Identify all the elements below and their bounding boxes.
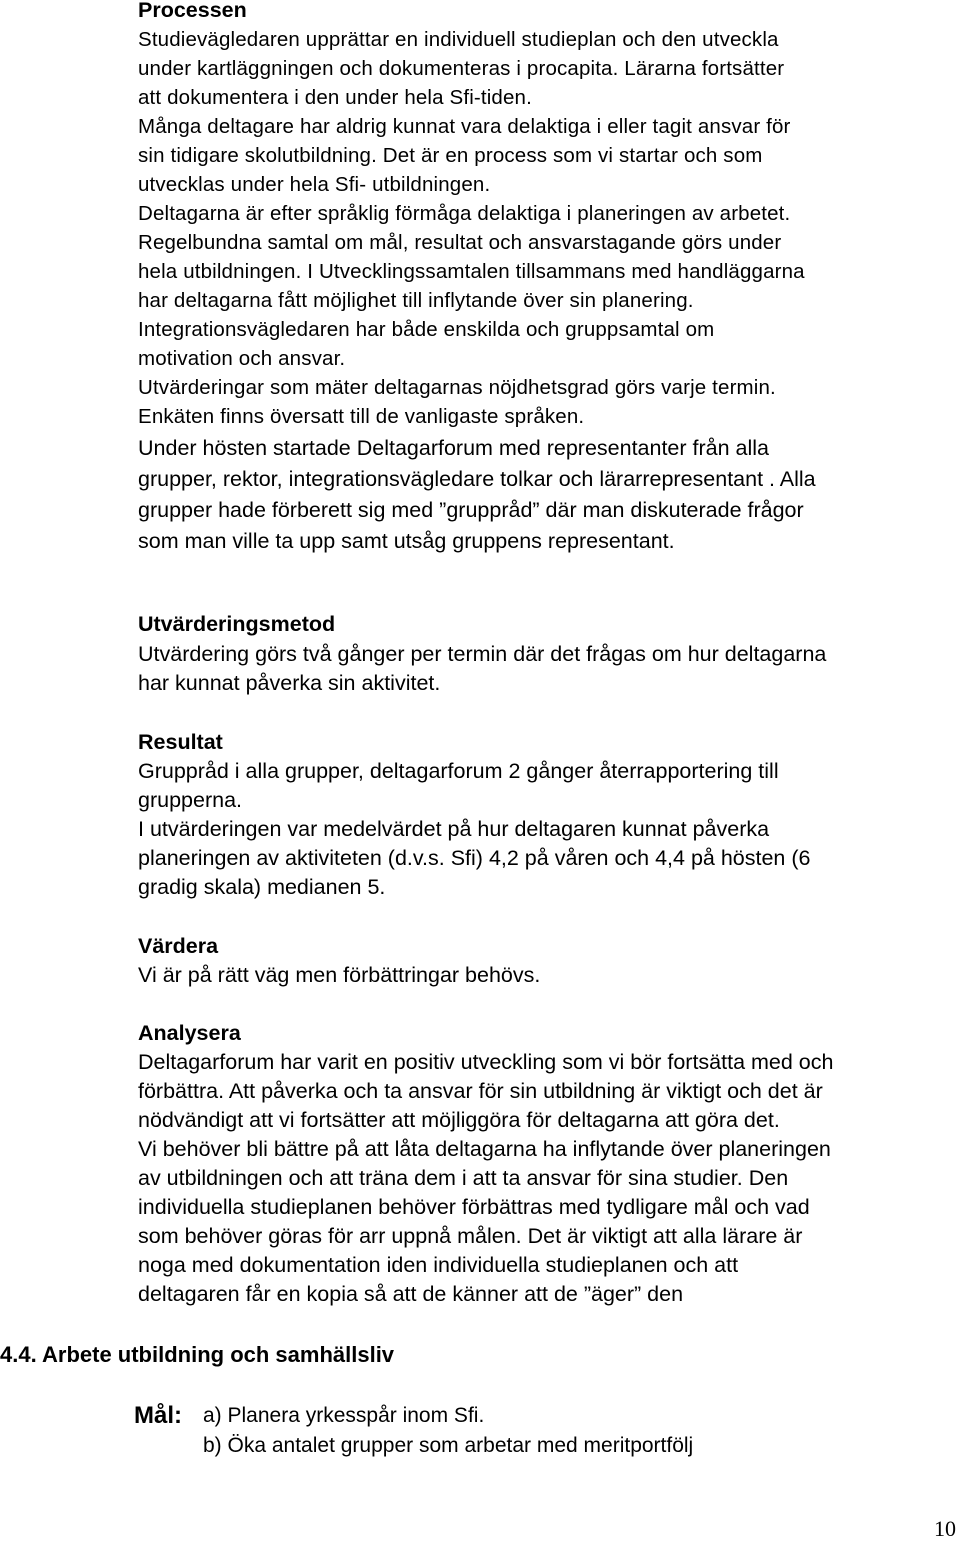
paragraph-line: som man ville ta upp samt utsåg gruppens representant.: [138, 529, 675, 553]
paragraph-line: Studievägledaren upprättar en individuell studieplan och den utveckla: [138, 28, 779, 51]
paragraph-line: av utbildningen och att träna dem i att ta ansvar för sina studier. Den: [138, 1166, 789, 1190]
paragraph-line: förbättra. Att påverka och ta ansvar för sin utbildning är viktigt och det är: [138, 1079, 823, 1103]
section-heading-4-4: 4.4. Arbete utbildning och samhällsliv: [0, 1342, 395, 1367]
paragraph-line: Många deltagare har aldrig kunnat vara delaktiga i eller tagit ansvar för: [138, 115, 791, 138]
section-heading-utvarderingsmetod: Utvärderingsmetod: [138, 612, 336, 636]
paragraph-line: Vi är på rätt väg men förbättringar behövs.: [138, 963, 541, 987]
goal-item: a) Planera yrkesspår inom Sfi.: [203, 1404, 485, 1427]
paragraph-line: I utvärderingen var medelvärdet på hur deltagaren kunnat påverka: [138, 817, 770, 841]
paragraph-line: har kunnat påverka sin aktivitet.: [138, 671, 441, 695]
paragraph-line: Vi behöver bli bättre på att låta deltagarna ha inflytande över planeringen: [138, 1137, 831, 1161]
paragraph-line: motivation och ansvar.: [138, 347, 346, 370]
paragraph-line: utvecklas under hela Sfi- utbildningen.: [138, 173, 491, 196]
paragraph-line: grupper hade förberett sig med ”gruppråd” där man diskuterade frågor: [138, 498, 804, 522]
paragraph-line: grupperna.: [138, 788, 242, 812]
section-heading-processen: Processen: [138, 0, 247, 22]
paragraph-line: Enkäten finns översatt till de vanligaste språken.: [138, 405, 585, 428]
paragraph-line: under kartläggningen och dokumenteras i procapita. Lärarna fortsätter: [138, 57, 785, 80]
paragraph-line: har deltagarna fått möjlighet till inflytande över sin planering.: [138, 289, 694, 312]
paragraph-line: Gruppråd i alla grupper, deltagarforum 2 gånger återrapportering till: [138, 759, 779, 783]
section-heading-vardera: Värdera: [138, 934, 219, 958]
paragraph-line: individuella studieplanen behöver förbättras med tydligare mål och vad: [138, 1195, 810, 1219]
paragraph-line: deltagaren får en kopia så att de känner att de ”äger” den: [138, 1282, 684, 1306]
paragraph-line: Utvärderingar som mäter deltagarnas nöjdhetsgrad görs varje termin.: [138, 376, 776, 399]
paragraph-line: Regelbundna samtal om mål, resultat och ansvarstagande görs under: [138, 231, 782, 254]
paragraph-line: gradig skala) medianen 5.: [138, 875, 386, 899]
paragraph-line: att dokumentera i den under hela Sfi-tiden.: [138, 86, 532, 109]
paragraph-line: Deltagarforum har varit en positiv utveckling som vi bör fortsätta med och: [138, 1050, 834, 1074]
paragraph-line: grupper, rektor, integrationsvägledare tolkar och lärarrepresentant . Alla: [138, 467, 816, 491]
goal-item: b) Öka antalet grupper som arbetar med meritportfölj: [203, 1434, 694, 1457]
paragraph-line: Under hösten startade Deltagarforum med representanter från alla: [138, 436, 770, 460]
page-number: 10: [934, 1516, 956, 1541]
paragraph-line: nödvändigt att vi fortsätter att möjliggöra för deltagarna att göra det.: [138, 1108, 780, 1132]
paragraph-line: Integrationsvägledaren har både enskilda och gruppsamtal om: [138, 318, 715, 341]
paragraph-line: Utvärdering görs två gånger per termin där det frågas om hur deltagarna: [138, 642, 827, 666]
paragraph-line: noga med dokumentation iden individuella studieplanen och att: [138, 1253, 739, 1277]
paragraph-line: som behöver göras för arr uppnå målen. Det är viktigt att alla lärare är: [138, 1224, 803, 1248]
paragraph-line: planeringen av aktiviteten (d.v.s. Sfi) 4,2 på våren och 4,4 på hösten (6: [138, 846, 811, 870]
paragraph-line: hela utbildningen. I Utvecklingssamtalen tillsammans med handläggarna: [138, 260, 805, 283]
paragraph-line: sin tidigare skolutbildning. Det är en process som vi startar och som: [138, 144, 763, 167]
section-heading-analysera: Analysera: [138, 1021, 241, 1045]
section-heading-resultat: Resultat: [138, 730, 223, 754]
paragraph-line: Deltagarna är efter språklig förmåga delaktiga i planeringen av arbetet.: [138, 202, 791, 225]
goals-label: Mål:: [134, 1402, 182, 1429]
